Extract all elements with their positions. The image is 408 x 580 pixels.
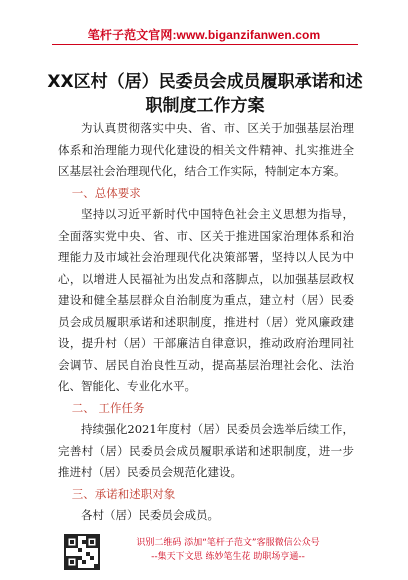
intro-paragraph: 为认真贯彻落实中央、省、市、区关于加强基层治理体系和治理能力现代化建设的相关文件精神、扎实推进全区基层社会治理现代化，结合工作实际，特制定本方案。	[58, 121, 354, 178]
footer-promo-text	[108, 536, 348, 564]
page-footer	[0, 530, 408, 580]
site-banner-text: 笔杆子范文官网:www.biganzifanwen.com	[87, 28, 321, 42]
footer-line-2: --集天下文思 练妙笔生花 助职场亨通--	[151, 552, 305, 562]
qr-code-icon	[64, 534, 100, 570]
document-title-line-2: 职制度工作方案	[145, 96, 265, 116]
document-body	[58, 118, 354, 527]
section-3-heading: 三、承诺和述职对象	[71, 486, 176, 501]
document-title	[40, 70, 370, 118]
section-1-paragraph: 坚持以习近平新时代中国特色社会主义思想为指导，全面落实党中央、省、市、区关于推进国家治理体系和治理能力及市域社会治理现代化决策部署，坚持以人民为中心，以增进人民福祉为出发点和落脚点，以加强基层政权建设和健全基层群众自治制度为重点，建立村（居）民委员会成员履职承诺和述职制度，推进村（居）党风廉政建设，提升村（居）干部廉洁自律意识，推动政府治理同社会调节、居民自治良性互动，提高基层治理社会化、法治化、智能化、专业化水平。	[58, 207, 354, 393]
document-title-line-1: XX区村（居）民委员会成员履职承诺和述	[47, 72, 363, 92]
footer-line-1: 识别二维码 添加“笔杆子范文”客服微信公众号	[136, 538, 320, 548]
section-2-paragraph: 持续强化2021年度村（居）民委员会选举后续工作，完善村（居）民委员会成员履职承诺和述职制度，进一步推进村（居）民委员会规范化建设。	[58, 422, 354, 479]
header-divider	[52, 44, 358, 45]
section-2-heading: 二、 工作任务	[71, 400, 145, 415]
section-3-paragraph: 各村（居）民委员会成员。	[81, 508, 219, 522]
section-1-heading: 一、总体要求	[71, 185, 141, 200]
page-header	[0, 0, 408, 52]
